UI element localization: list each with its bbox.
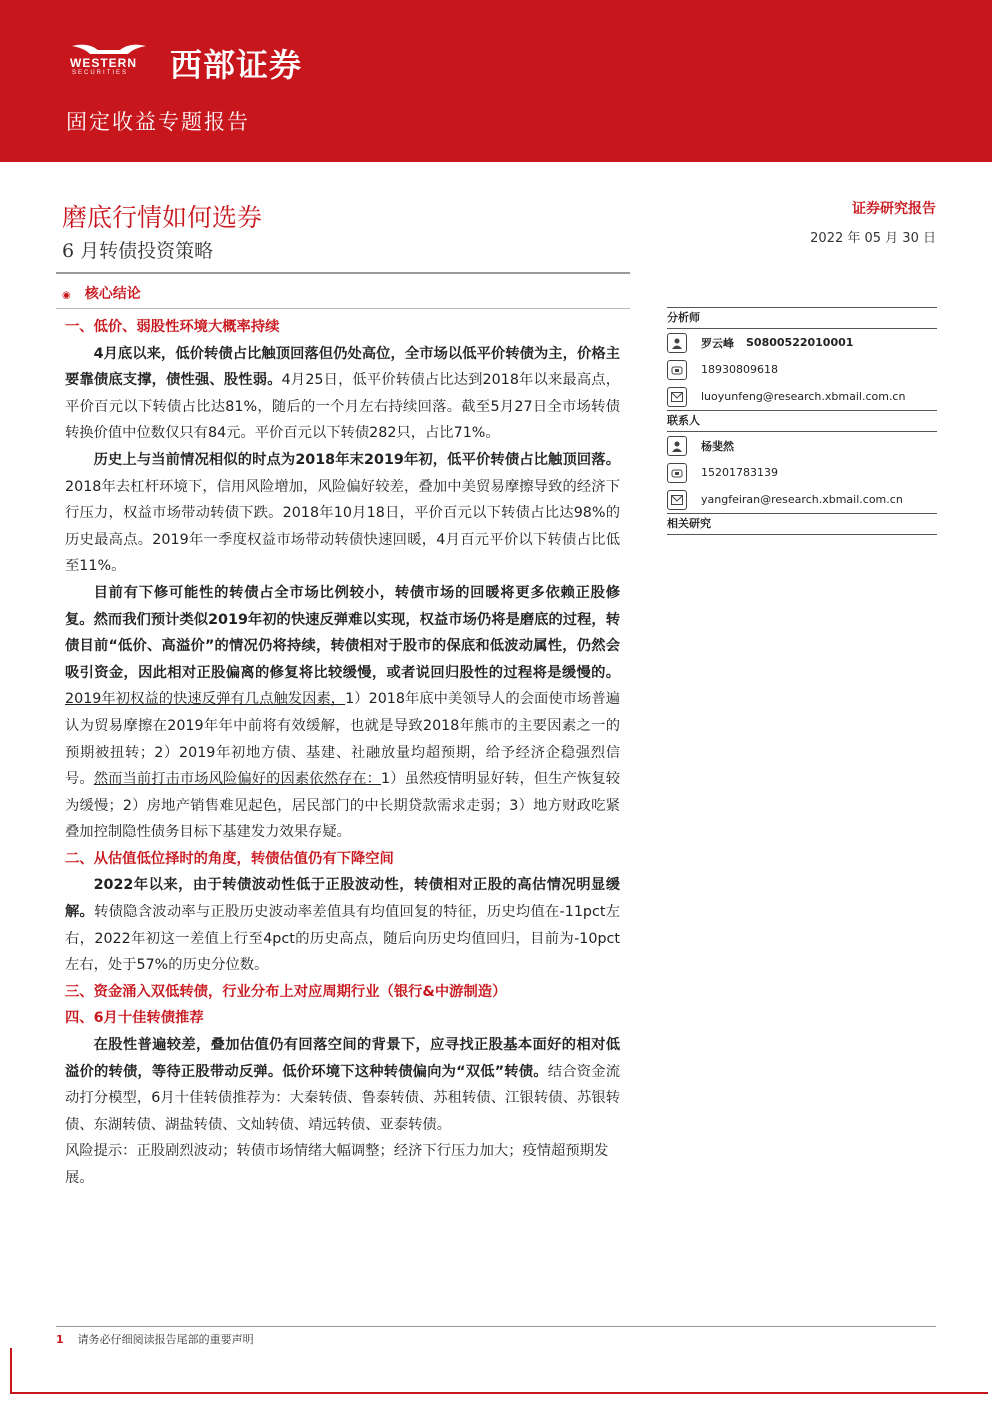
core-label: 核心结论 <box>84 286 141 302</box>
paragraph-3 <box>65 580 620 846</box>
report-type: 固定收益专题报告 <box>66 110 250 134</box>
phone-icon <box>667 360 687 380</box>
report-date: 2022 年 05 月 30 日 <box>810 231 936 246</box>
person-icon <box>667 436 687 456</box>
analyst-email-row <box>667 383 937 410</box>
header-banner <box>0 0 992 162</box>
contact-email[interactable]: yangfeiran@research.xbmail.com.cn <box>701 493 903 506</box>
paragraph-5-body: 结合资金流动打分模型，6月十佳转债推荐为：大秦转债、鲁泰转债、苏租转债、江银转债、苏银转债、东湖转债、湖盐转债、文灿转债、靖远转债、亚泰转债。 <box>65 1063 620 1133</box>
paragraph-1 <box>65 341 620 447</box>
core-divider <box>56 308 630 309</box>
analyst-cert: S0800522010001 <box>746 336 854 349</box>
footer <box>56 1331 254 1347</box>
related-research-label: 相关研究 <box>667 517 711 530</box>
email-icon <box>667 490 687 510</box>
section-heading-4: 四、6月十佳转债推荐 <box>65 1010 204 1027</box>
section-heading-1: 一、低价、弱股性环境大概率持续 <box>65 319 280 335</box>
contact-label: 联系人 <box>667 414 700 427</box>
paragraph-1-body: 4月25日，低平价转债占比达到2018年以来最高点，平价百元以下转债占比达81%，随后的一个月左右持续回落。截至5月27日全市场转债转换价值中位数仅只有84元。平价百元以下转债282只，占比71%。 <box>65 372 621 442</box>
paragraph-2-body: 2018年去杠杆环境下，信用风险增加，风险偏好较差，叠加中美贸易摩擦导致的经济下行压力，权益市场带动转债下跌。2018年10月18日，平价百元以下转债占比达98%的历史最高点。2019年一季度权益市场带动转债快速回暖，4月百元平价以下转债占比低至11%。 <box>65 478 620 575</box>
contact-name: 杨斐然 <box>701 439 734 453</box>
analyst-phone-row <box>667 356 937 383</box>
bullet-icon: ◉ <box>62 290 71 301</box>
paragraph-5-lead: 在股性普遍较差，叠加估值仍有回落空间的背景下，应寻找正股基本面好的相对低溢价的转债，等待正股带动反弹。低价环境下这种转债偏向为“双低”转债。 <box>65 1037 620 1080</box>
logo-english-sub: SECURITIES <box>72 70 129 76</box>
report-subtitle: 6 月转债投资策略 <box>62 240 214 262</box>
paragraph-4-lead: 2022年以来，由于转债波动性低于正股波动性，转债相对正股的高估情况明显缓解。 <box>65 877 620 921</box>
corner-accent-horizontal <box>10 1392 988 1394</box>
report-category-tag: 证券研究报告 <box>852 201 936 217</box>
paragraph-5 <box>65 1032 620 1138</box>
report-body <box>65 314 620 1192</box>
logo-english: WESTERN <box>70 56 137 70</box>
paragraph-2-lead: 历史上与当前情况相似的时点为2018年末2019年初，低平价转债占比触顶回落。 <box>93 451 620 468</box>
contact-name-row <box>667 432 937 459</box>
footer-disclaimer: 请务必仔细阅读报告尾部的重要声明 <box>77 1333 254 1346</box>
analyst-name: 罗云峰 <box>701 336 734 350</box>
page-number: 1 <box>56 1333 64 1346</box>
phone-icon <box>667 463 687 483</box>
person-icon <box>667 333 687 353</box>
analyst-phone: 18930809618 <box>701 363 778 376</box>
paragraph-3-lead: 目前有下修可能性的转债占全市场比例较小，转债市场的回暖将更多依赖正股修复。然而我们预计类似2019年初的快速反弹难以实现，权益市场仍将是磨底的过程，转债目前“低价、高溢价”的情况仍将持续，转债相对于股市的保底和低波动属性，仍然会吸引资金，因此相对正股偏离的修复将比较缓慢，或者说回归股性的过程将是缓慢的。 <box>65 584 620 681</box>
contact-phone-row <box>667 459 937 486</box>
report-title: 磨底行情如何选券 <box>62 203 263 232</box>
analyst-sidebar <box>667 307 937 535</box>
email-icon <box>667 387 687 407</box>
paragraph-1-lead: 4月底以来，低价转债占比触顶回落但仍处高位，全市场以低平价转债为主，价格主要靠债底支撑，债性强、股性弱。 <box>65 345 620 389</box>
paragraph-4-body: 转债隐含波动率与正股历史波动率差值具有均值回复的特征，历史均值在-11pct左右，2022年初这一差值上行至4pct的历史高点，随后向历史均值回归，目前为-10pct左右，处于57%的历史分位数。 <box>65 904 621 974</box>
core-conclusion-heading <box>62 283 141 303</box>
section-heading-3: 三、资金涌入双低转债，行业分布上对应周期行业（银行&中游制造） <box>65 983 507 1000</box>
paragraph-3-underline-2: 然而当前打击市场风险偏好的因素依然存在： <box>93 771 382 788</box>
contact-email-row <box>667 486 937 513</box>
corner-accent-vertical <box>10 1348 12 1394</box>
section-heading-2: 二、从估值低位择时的角度，转债估值仍有下降空间 <box>65 850 394 867</box>
logo-chinese: 西部证券 <box>170 46 303 84</box>
paragraph-3-end: 1）虽然疫情明显好转，但生产恢复较为缓慢；2）房地产销售难见起色，居民部门的中长期贷款需求走弱；3）地方财政吃紧叠加控制隐性债务目标下基建发力效果存疑。 <box>65 771 620 841</box>
paragraph-4 <box>65 872 620 978</box>
contact-phone: 15201783139 <box>701 466 778 479</box>
analyst-label: 分析师 <box>667 311 700 324</box>
analyst-email[interactable]: luoyunfeng@research.xbmail.com.cn <box>701 390 906 403</box>
footer-divider <box>56 1326 936 1327</box>
paragraph-3-body: 1）2018年底中美领导人的会面使市场普遍认为贸易摩擦在2019年年中前将有效缓解，也就是导致2018年熊市的主要因素之一的预期被扭转；2）2019年初地方债、基建、社融放量均超预期，给予经济企稳强烈信号。 <box>65 691 620 788</box>
paragraph-2 <box>65 447 620 580</box>
sidebar-divider <box>667 534 937 535</box>
analyst-name-row <box>667 329 937 356</box>
title-divider <box>56 272 630 274</box>
paragraph-3-underline-1: 2019年初权益的快速反弹有几点触发因素， <box>65 691 346 708</box>
risk-warning: 风险提示：正股剧烈波动；转债市场情绪大幅调整；经济下行压力加大；疫情超预期发展。 <box>65 1143 609 1186</box>
